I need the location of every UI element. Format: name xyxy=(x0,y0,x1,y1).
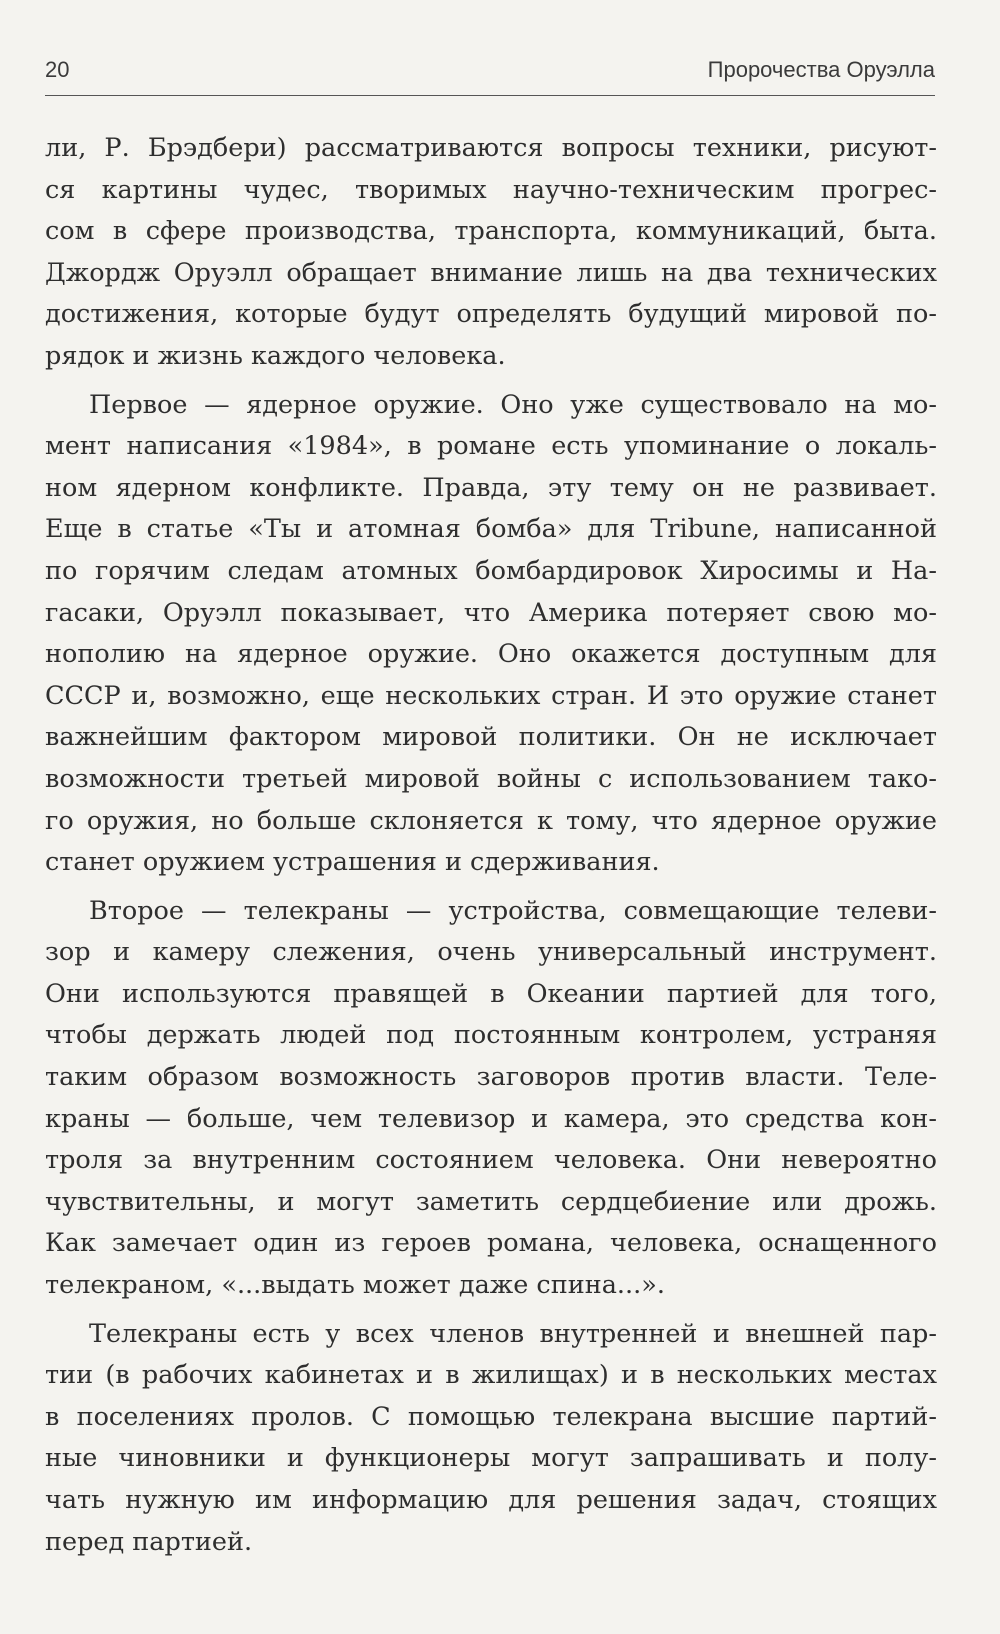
text-line: Они используются правящей в Океании партией для того, xyxy=(45,978,937,1009)
text-line: сом в сфере производства, транспорта, коммуникаций, быта. xyxy=(45,216,937,247)
text-line: чать нужную им информацию для решения задач, стоящих xyxy=(45,1485,937,1515)
text-line: рядок и жизнь каждого человека. xyxy=(45,340,506,371)
text-line: телекраном, «...выдать может даже спина...». xyxy=(45,1270,665,1301)
text-line: Джордж Оруэлл обращает внимание лишь на два технических xyxy=(45,257,937,288)
text-line: в поселениях пролов. С помощью телекрана высшие партий- xyxy=(45,1401,937,1432)
text-line: зор и камеру слежения, очень универсальный инструмент. xyxy=(45,937,937,968)
text-line: ся картины чудес, творимых научно-техническим прогрес- xyxy=(45,174,937,205)
paragraph xyxy=(45,128,937,378)
text-line: го оружия, но больше склоняется к тому, что ядерное оружие xyxy=(45,805,937,836)
text-line: ли, Р. Брэдбери) рассматриваются вопросы техники, рисуют- xyxy=(45,133,937,163)
text-line: краны — больше, чем телевизор и камера, это средства кон- xyxy=(45,1103,937,1134)
text-line: Как замечает один из героев романа, человека, оснащенного xyxy=(45,1228,937,1259)
text-line: гасаки, Оруэлл показывает, что Америка потеряет свою мо- xyxy=(45,597,937,628)
text-line: Первое — ядерное оружие. Оно уже существовало на мо- xyxy=(89,389,937,420)
text-line: возможности третьей мировой войны с использованием тако- xyxy=(45,763,937,794)
text-line: Еще в статье «Ты и атомная бомба» для Tribune, написанной xyxy=(45,514,937,545)
paragraph xyxy=(45,891,937,1307)
text-line: чтобы держать людей под постоянным контролем, устраняя xyxy=(45,1020,937,1051)
text-line: троля за внутренним состоянием человека. Они невероятно xyxy=(45,1145,937,1176)
text-line: станет оружием устрашения и сдерживания. xyxy=(45,847,660,878)
body-text xyxy=(45,128,937,1570)
running-header xyxy=(45,55,935,96)
text-line: по горячим следам атомных бомбардировок Хиросимы и На- xyxy=(45,555,937,586)
text-line: Телекраны есть у всех членов внутренней и внешней пар- xyxy=(89,1318,937,1349)
text-line: СССР и, возможно, еще нескольких стран. И это оружие станет xyxy=(45,680,937,711)
text-line: тии (в рабочих кабинетах и в жилищах) и в нескольких местах xyxy=(45,1360,937,1391)
text-line: важнейшим фактором мировой политики. Он не исключает xyxy=(45,722,937,753)
text-line: ные чиновники и функционеры могут запрашивать и полу- xyxy=(45,1443,937,1474)
text-line: чувствительны, и могут заметить сердцебиение или дрожь. xyxy=(45,1186,937,1217)
text-line: перед партией. xyxy=(45,1526,253,1557)
text-line: ном ядерном конфликте. Правда, эту тему он не развивает. xyxy=(45,472,937,503)
text-line: таким образом возможность заговоров против власти. Теле- xyxy=(45,1062,937,1093)
page-number: 20 xyxy=(45,57,70,82)
text-line: мент написания «1984», в романе есть упоминание о локаль- xyxy=(45,431,937,462)
text-line: Второе — телекраны — устройства, совмещающие телеви- xyxy=(89,895,937,926)
paragraph xyxy=(45,1314,937,1564)
paragraph xyxy=(45,385,937,884)
text-line: достижения, которые будут определять будущий мировой по- xyxy=(45,299,937,330)
running-title: Пророчества Оруэлла xyxy=(707,57,935,82)
text-line: нополию на ядерное оружие. Оно окажется доступным для xyxy=(45,639,937,670)
